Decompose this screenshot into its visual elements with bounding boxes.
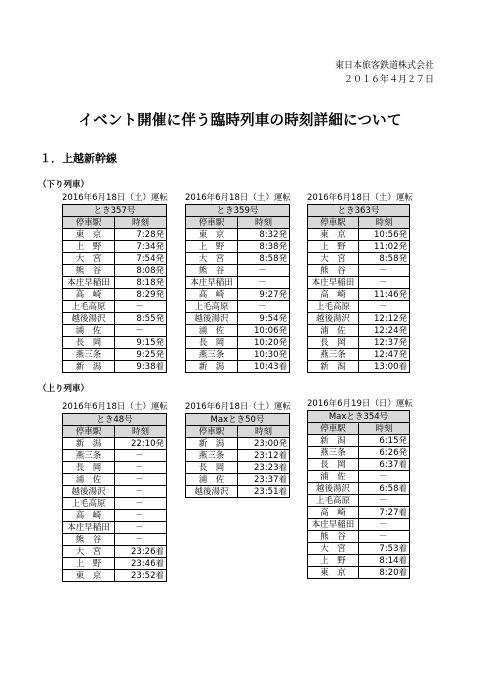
departure-arrival-time: － — [115, 534, 167, 546]
train-name: とき363号 — [308, 205, 410, 217]
col-station: 停車駅 — [186, 426, 238, 438]
station-name: 燕三条 — [186, 450, 238, 462]
operation-date: 2016年6月18日（土）運転 — [62, 193, 168, 203]
document-title: イベント開催に伴う臨時列車の時刻詳細について — [78, 113, 402, 129]
table-row — [63, 462, 167, 474]
departure-arrival-time: － — [115, 510, 167, 522]
station-name: 越後湯沢 — [186, 486, 238, 498]
departure-arrival-time: 10:30発 — [238, 349, 290, 361]
operation-date: 2016年6月18日（土）運転 — [185, 402, 291, 412]
station-name: 大 宮 — [63, 253, 115, 265]
timetable-toki-357 — [62, 193, 167, 373]
departure-arrival-time: 23:26着 — [115, 546, 167, 558]
departure-arrival-time: 8:14着 — [359, 555, 410, 567]
table-row — [308, 447, 410, 459]
operation-date: 2016年6月19日（日）運転 — [307, 399, 413, 409]
station-name: 本庄早稲田 — [308, 519, 359, 531]
col-time: 時刻 — [238, 217, 290, 229]
table-row — [308, 361, 410, 373]
table-row — [186, 361, 290, 373]
station-name: 長 岡 — [308, 337, 359, 349]
station-name: 越後湯沢 — [63, 313, 115, 325]
station-name: 新 潟 — [63, 361, 115, 373]
timetable — [307, 410, 410, 579]
table-row — [63, 522, 167, 534]
station-name: 上 野 — [308, 555, 359, 567]
station-name: 熊 谷 — [308, 265, 359, 277]
train-name: とき357号 — [63, 205, 167, 217]
table-row — [308, 241, 410, 253]
timetable — [185, 204, 290, 373]
station-name: 高 崎 — [186, 289, 238, 301]
station-name: 新 潟 — [63, 438, 115, 450]
col-station: 停車駅 — [63, 217, 115, 229]
departure-arrival-time: 8:58発 — [238, 253, 290, 265]
station-name: 浦 佐 — [63, 325, 115, 337]
station-name: 東 京 — [308, 229, 359, 241]
departure-arrival-time: 10:06発 — [238, 325, 290, 337]
station-name: 長 岡 — [186, 337, 238, 349]
table-row — [308, 435, 410, 447]
station-name: 燕三条 — [63, 349, 115, 361]
departure-arrival-time: 7:53着 — [359, 543, 410, 555]
station-name: 本庄早稲田 — [308, 277, 359, 289]
station-name: 浦 佐 — [63, 474, 115, 486]
timetable-max-toki-354 — [307, 399, 413, 579]
timetable-toki-48 — [62, 402, 167, 582]
timetable — [185, 413, 290, 498]
table-row — [308, 277, 410, 289]
table-row — [63, 546, 167, 558]
station-name: 長 岡 — [63, 337, 115, 349]
up-trains-label: （上り列車） — [38, 384, 90, 394]
station-name: 越後湯沢 — [308, 483, 359, 495]
table-row — [63, 229, 167, 241]
station-name: 燕三条 — [308, 349, 359, 361]
station-name: 越後湯沢 — [186, 313, 238, 325]
table-row — [63, 349, 167, 361]
table-row — [63, 498, 167, 510]
departure-arrival-time: － — [359, 301, 410, 313]
station-name: 上 野 — [308, 241, 359, 253]
station-name: 大 宮 — [186, 253, 238, 265]
station-name: 上毛高原 — [308, 495, 359, 507]
station-name: 高 崎 — [308, 507, 359, 519]
departure-arrival-time: － — [359, 495, 410, 507]
departure-arrival-time: 6:37着 — [359, 459, 410, 471]
departure-arrival-time: 11:46発 — [359, 289, 410, 301]
departure-arrival-time: 7:27着 — [359, 507, 410, 519]
station-name: 熊 谷 — [63, 265, 115, 277]
table-row — [308, 459, 410, 471]
col-station: 停車駅 — [308, 217, 359, 229]
station-name: 東 京 — [63, 570, 115, 582]
section-heading: １．上越新幹線 — [40, 152, 117, 165]
departure-arrival-time: 8:58発 — [359, 253, 410, 265]
station-name: 熊 谷 — [308, 531, 359, 543]
table-row — [186, 277, 290, 289]
table-row — [63, 534, 167, 546]
table-row — [308, 471, 410, 483]
timetable — [62, 413, 167, 582]
table-row — [63, 361, 167, 373]
departure-arrival-time: － — [359, 519, 410, 531]
table-row — [186, 301, 290, 313]
departure-arrival-time: 6:58着 — [359, 483, 410, 495]
departure-arrival-time: － — [115, 301, 167, 313]
table-row — [186, 313, 290, 325]
departure-arrival-time: 10:43着 — [238, 361, 290, 373]
station-name: 越後湯沢 — [308, 313, 359, 325]
departure-arrival-time: － — [115, 522, 167, 534]
table-row — [63, 570, 167, 582]
table-row — [308, 495, 410, 507]
table-row — [308, 253, 410, 265]
departure-arrival-time: 9:54発 — [238, 313, 290, 325]
operation-date: 2016年6月18日（土）運転 — [307, 193, 413, 203]
station-name: 燕三条 — [63, 450, 115, 462]
departure-arrival-time: 23:52着 — [115, 570, 167, 582]
col-time: 時刻 — [238, 426, 290, 438]
table-row — [63, 486, 167, 498]
departure-arrival-time: 8:08発 — [115, 265, 167, 277]
departure-arrival-time: 8:18発 — [115, 277, 167, 289]
table-row — [186, 337, 290, 349]
departure-arrival-time: 6:26発 — [359, 447, 410, 459]
timetable-max-toki-50 — [185, 402, 290, 498]
station-name: 高 崎 — [308, 289, 359, 301]
station-name: 新 潟 — [186, 438, 238, 450]
departure-arrival-time: － — [359, 531, 410, 543]
table-row — [63, 337, 167, 349]
station-name: 本庄早稲田 — [186, 277, 238, 289]
departure-arrival-time: 7:28発 — [115, 229, 167, 241]
departure-arrival-time: 12:37発 — [359, 337, 410, 349]
departure-arrival-time: 22:10発 — [115, 438, 167, 450]
col-station: 停車駅 — [63, 426, 115, 438]
table-row — [63, 289, 167, 301]
table-row — [308, 301, 410, 313]
table-row — [308, 337, 410, 349]
station-name: 燕三条 — [308, 447, 359, 459]
departure-arrival-time: 10:56発 — [359, 229, 410, 241]
table-row — [186, 229, 290, 241]
station-name: 上毛高原 — [63, 301, 115, 313]
train-name: Maxとき50号 — [186, 414, 290, 426]
table-row — [186, 462, 290, 474]
station-name: 長 岡 — [186, 462, 238, 474]
table-row — [186, 349, 290, 361]
col-station: 停車駅 — [186, 217, 238, 229]
station-name: 大 宮 — [308, 253, 359, 265]
table-row — [308, 483, 410, 495]
col-time: 時刻 — [115, 217, 167, 229]
table-row — [308, 531, 410, 543]
document-date: ２０１６年４月２７日 — [343, 75, 434, 85]
table-row — [63, 313, 167, 325]
col-time: 時刻 — [359, 423, 410, 435]
departure-arrival-time: 13:00着 — [359, 361, 410, 373]
table-row — [63, 241, 167, 253]
table-row — [308, 349, 410, 361]
table-row — [186, 241, 290, 253]
departure-arrival-time: 8:20着 — [359, 567, 410, 579]
station-name: 高 崎 — [63, 289, 115, 301]
train-name: Maxとき354号 — [308, 411, 410, 423]
station-name: 東 京 — [63, 229, 115, 241]
operation-date: 2016年6月18日（土）運転 — [62, 402, 168, 412]
station-name: 東 京 — [186, 229, 238, 241]
table-row — [308, 289, 410, 301]
departure-arrival-time: － — [115, 474, 167, 486]
departure-arrival-time: 7:34発 — [115, 241, 167, 253]
station-name: 本庄早稲田 — [63, 277, 115, 289]
station-name: 上毛高原 — [308, 301, 359, 313]
table-row — [308, 507, 410, 519]
table-row — [63, 510, 167, 522]
col-station: 停車駅 — [308, 423, 359, 435]
departure-arrival-time: 6:15発 — [359, 435, 410, 447]
table-row — [186, 253, 290, 265]
timetable — [62, 204, 167, 373]
station-name: 新 潟 — [308, 361, 359, 373]
table-row — [63, 301, 167, 313]
station-name: 上毛高原 — [186, 301, 238, 313]
station-name: 上 野 — [63, 241, 115, 253]
station-name: 浦 佐 — [186, 325, 238, 337]
departure-arrival-time: 9:25発 — [115, 349, 167, 361]
station-name: 長 岡 — [308, 459, 359, 471]
departure-arrival-time: 8:32発 — [238, 229, 290, 241]
station-name: 浦 佐 — [308, 325, 359, 337]
departure-arrival-time: 10:20発 — [238, 337, 290, 349]
table-row — [186, 265, 290, 277]
table-row — [186, 438, 290, 450]
station-name: 新 潟 — [308, 435, 359, 447]
departure-arrival-time: － — [238, 265, 290, 277]
departure-arrival-time: 23:37着 — [238, 474, 290, 486]
table-row — [308, 313, 410, 325]
table-row — [186, 289, 290, 301]
col-time: 時刻 — [359, 217, 410, 229]
departure-arrival-time: 23:23着 — [238, 462, 290, 474]
station-name: 浦 佐 — [186, 474, 238, 486]
departure-arrival-time: 11:02発 — [359, 241, 410, 253]
departure-arrival-time: － — [359, 277, 410, 289]
departure-arrival-time: － — [115, 486, 167, 498]
table-row — [63, 253, 167, 265]
col-time: 時刻 — [115, 426, 167, 438]
table-row — [308, 543, 410, 555]
departure-arrival-time: 9:27発 — [238, 289, 290, 301]
station-name: 大 宮 — [308, 543, 359, 555]
departure-arrival-time: 23:46着 — [115, 558, 167, 570]
station-name: 上毛高原 — [63, 498, 115, 510]
table-row — [63, 438, 167, 450]
departure-arrival-time: 9:38着 — [115, 361, 167, 373]
timetable-toki-359 — [185, 193, 290, 373]
table-row — [63, 325, 167, 337]
station-name: 本庄早稲田 — [63, 522, 115, 534]
table-row — [308, 567, 410, 579]
departure-arrival-time: 12:12発 — [359, 313, 410, 325]
table-row — [186, 450, 290, 462]
departure-arrival-time: 23:00発 — [238, 438, 290, 450]
departure-arrival-time: 8:29発 — [115, 289, 167, 301]
departure-arrival-time: 12:47発 — [359, 349, 410, 361]
departure-arrival-time: － — [115, 498, 167, 510]
station-name: 浦 佐 — [308, 471, 359, 483]
departure-arrival-time: 7:54発 — [115, 253, 167, 265]
train-name: とき48号 — [63, 414, 167, 426]
departure-arrival-time: 8:55発 — [115, 313, 167, 325]
station-name: 燕三条 — [186, 349, 238, 361]
station-name: 高 崎 — [63, 510, 115, 522]
station-name: 上 野 — [186, 241, 238, 253]
station-name: 大 宮 — [63, 546, 115, 558]
departure-arrival-time: 23:51着 — [238, 486, 290, 498]
table-row — [63, 265, 167, 277]
table-row — [308, 229, 410, 241]
down-trains-label: （下り列車） — [38, 180, 90, 190]
operation-date: 2016年6月18日（土）運転 — [185, 193, 291, 203]
table-row — [186, 325, 290, 337]
table-row — [63, 450, 167, 462]
table-row — [63, 474, 167, 486]
table-row — [63, 277, 167, 289]
departure-arrival-time: 23:12着 — [238, 450, 290, 462]
station-name: 東 京 — [308, 567, 359, 579]
timetable — [307, 204, 410, 373]
departure-arrival-time: － — [359, 265, 410, 277]
table-row — [186, 474, 290, 486]
departure-arrival-time: 9:15発 — [115, 337, 167, 349]
station-name: 熊 谷 — [63, 534, 115, 546]
timetable-toki-363 — [307, 193, 413, 373]
table-row — [308, 265, 410, 277]
departure-arrival-time: － — [359, 471, 410, 483]
station-name: 熊 谷 — [186, 265, 238, 277]
departure-arrival-time: － — [238, 277, 290, 289]
table-row — [63, 558, 167, 570]
table-row — [186, 486, 290, 498]
company-name: 東日本旅客鉄道株式会社 — [334, 61, 434, 71]
station-name: 越後湯沢 — [63, 486, 115, 498]
table-row — [308, 555, 410, 567]
station-name: 長 岡 — [63, 462, 115, 474]
departure-arrival-time: 12:24発 — [359, 325, 410, 337]
train-name: とき359号 — [186, 205, 290, 217]
departure-arrival-time: － — [115, 450, 167, 462]
departure-arrival-time: 8:38発 — [238, 241, 290, 253]
departure-arrival-time: － — [238, 301, 290, 313]
departure-arrival-time: － — [115, 325, 167, 337]
station-name: 上 野 — [63, 558, 115, 570]
departure-arrival-time: － — [115, 462, 167, 474]
table-row — [308, 325, 410, 337]
table-row — [308, 519, 410, 531]
station-name: 新 潟 — [186, 361, 238, 373]
